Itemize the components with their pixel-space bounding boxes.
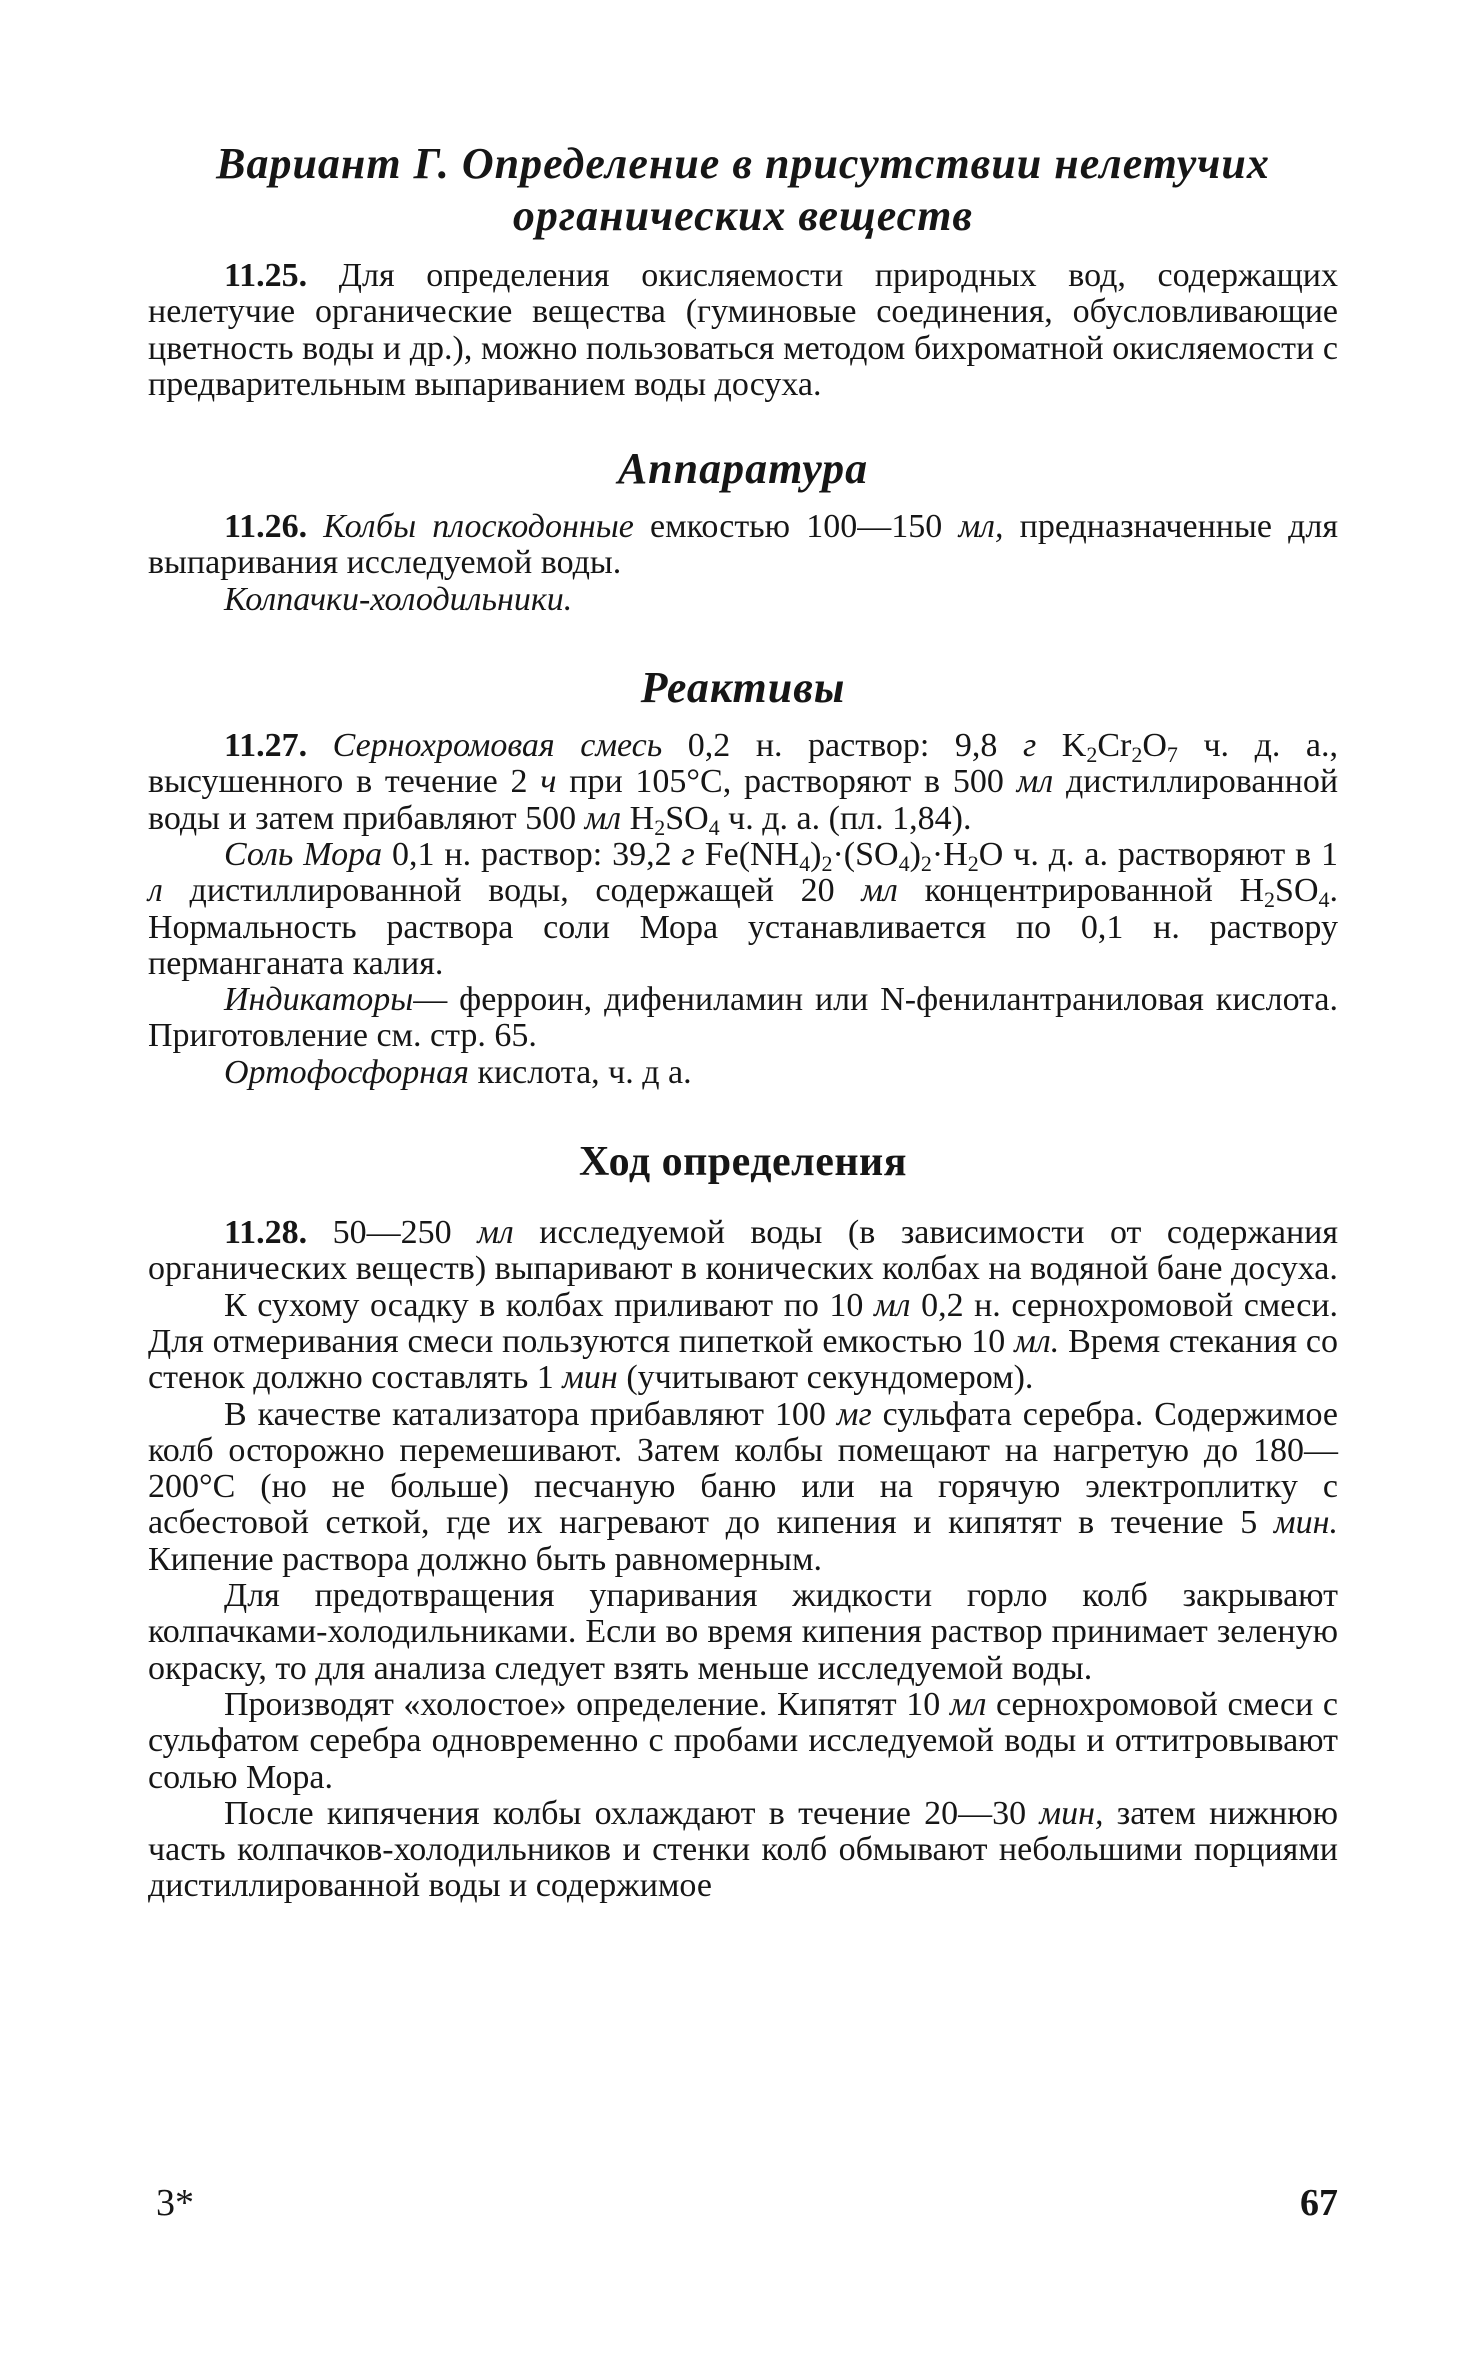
- text-fragment: ч. д. а. (пл. 1,84).: [728, 799, 972, 837]
- text-fragment: затем нижнюю часть колпачков-холодильников и стенки колб обмывают небольшими порциями дистиллированной воды и содержимое: [148, 1794, 1339, 1905]
- formula-sub: 2: [920, 850, 932, 876]
- apparatus-heading: Аппаратура: [617, 444, 869, 494]
- paragraph-orthophosphoric: [148, 1055, 1338, 1091]
- variant-heading: [148, 138, 1338, 242]
- procedure-heading: Ход определения: [579, 1139, 907, 1186]
- term-italic: Сернохромовая смесь: [332, 727, 663, 765]
- text-fragment: . Нормальность раствора соли Мора устанавливается по 0,1 н. раствору перманганата калия.: [148, 872, 1338, 982]
- paragraph-number: 11.26.: [224, 508, 308, 546]
- unit: г: [1022, 727, 1037, 765]
- paragraph-cooling: [148, 1796, 1338, 1905]
- text-fragment: сернохромовой смеси с сульфатом серебра одновременно с пробами исследуемой воды и оттитровывают солью Мора.: [148, 1685, 1339, 1796]
- unit: мин,: [1039, 1794, 1104, 1832]
- text-fragment: В качестве катализатора прибавляют 100: [224, 1395, 826, 1433]
- formula-sub: 2: [654, 814, 666, 840]
- formula-sub: 4: [1318, 887, 1330, 913]
- paragraph-evaporation: Для предотвращения упаривания жидкости горло колб закрывают колпачками-холодильниками. Если во время кипения раствор принимает зеленую окраску, то для анализа следует взять меньше исследуемой воды.: [148, 1577, 1338, 1687]
- paragraph-text: Для определения окисляемости природных вод, содержащих нелетучие органические вещества (гуминовые соединения, обусловливающие цветность воды и др.), можно пользоваться методом бихроматной окисляемости с предварительным выпариванием воды досуха.: [148, 257, 1339, 403]
- term-italic: Соль Мора: [224, 835, 383, 873]
- paragraph-11-25: [148, 258, 1338, 403]
- paragraph-11-28: [148, 1215, 1338, 1288]
- text-fragment: сульфата серебра. Содержимое колб осторожно перемешивают. Затем колбы помещают на нагретую до 180—200°С (но не больше) песчаную баню или на горячую электроплитку с асбестовой сеткой, где их нагревают до кипения и кипятят в течение 5: [148, 1395, 1338, 1542]
- formula-part: Cr: [1097, 727, 1132, 765]
- formula-sub: 2: [821, 850, 833, 876]
- reagents-heading: Реактивы: [640, 663, 846, 713]
- variant-heading-line2: органических веществ: [512, 191, 974, 240]
- unit: л: [148, 872, 163, 910]
- unit: мл: [477, 1214, 514, 1252]
- unit: г: [681, 835, 695, 873]
- unit: мин.: [1273, 1504, 1338, 1542]
- text-fragment: Кипение раствора должно быть равномерным.: [148, 1540, 822, 1578]
- formula-part: Fe(NH: [704, 835, 800, 873]
- page-number: 67: [1300, 2182, 1338, 2224]
- paragraph-dry-residue: [148, 1288, 1338, 1397]
- paragraph-blank: [148, 1687, 1338, 1796]
- signature-mark: 3*: [156, 2182, 194, 2224]
- formula-k2cr2o7: [1061, 727, 1178, 768]
- text-fragment: кислота, ч. д а.: [477, 1053, 692, 1091]
- text-fragment: дистиллированной воды, содержащей 20: [189, 872, 835, 910]
- formula-part: SO: [1275, 872, 1319, 910]
- unit: мл,: [958, 508, 1004, 546]
- text-fragment: Производят «холостое» определение. Кипятят 10: [224, 1685, 941, 1723]
- unit: ч: [540, 763, 557, 801]
- formula-mohr: [704, 835, 1004, 876]
- text-fragment: исследуемой воды (в зависимости от содержания органических веществ) выпаривают в конических колбах на водяной бане досуха.: [148, 1214, 1338, 1288]
- text-fragment: К сухому осадку в колбах приливают по 10: [224, 1286, 864, 1324]
- text-fragment: концентрированной H: [924, 872, 1265, 910]
- paragraph-mohr-salt: [148, 837, 1338, 982]
- paragraph-number: 11.25.: [224, 257, 308, 294]
- term-italic: Колбы плоскодонные: [323, 508, 634, 546]
- unit: мл: [873, 1286, 911, 1324]
- formula-sub: 2: [967, 850, 979, 876]
- page-footer: [148, 2178, 1338, 2228]
- formula-part: ): [810, 835, 822, 873]
- unit: мг: [836, 1395, 872, 1433]
- paragraph-11-27: [148, 727, 1339, 840]
- unit: мл: [949, 1685, 987, 1723]
- formula-h2so4: [629, 799, 720, 840]
- text-fragment: ч. д. а. растворяют в 1: [1013, 835, 1339, 873]
- text-fragment: емкостью 100—150: [649, 508, 943, 546]
- text-fragment: Время стекания со стенок должно составлять 1: [148, 1322, 1338, 1397]
- variant-heading-line1: Вариант Г. Определение в присутствии нелетучих: [216, 139, 1270, 188]
- unit: мл: [584, 799, 622, 837]
- formula-sub: 7: [1166, 742, 1178, 768]
- formula-part: ·H: [931, 835, 968, 873]
- term-italic: Индикаторы: [224, 981, 414, 1019]
- formula-sub: 4: [708, 814, 720, 840]
- paragraph-number: 11.27.: [224, 727, 308, 765]
- text-fragment: 50—250: [332, 1214, 452, 1252]
- formula-sub: 2: [1086, 742, 1098, 768]
- formula-part: O: [1142, 727, 1167, 765]
- text-fragment: ч. д. а., высушенного в течение 2: [148, 727, 1339, 801]
- formula-part: SO: [665, 799, 709, 837]
- formula-part: ·(SO: [832, 835, 899, 873]
- paragraph-number: 11.28.: [224, 1214, 308, 1252]
- text-fragment: 0,1 н. раствор: 39,2: [391, 835, 672, 873]
- formula-sub: 4: [898, 850, 910, 876]
- text-fragment: 0,2 н. раствор: 9,8: [687, 727, 998, 765]
- formula-part: ): [909, 835, 921, 873]
- unit: мл: [861, 872, 898, 910]
- text-fragment: дистиллированной воды и затем прибавляют 500: [148, 763, 1339, 837]
- unit: мл: [1016, 763, 1054, 801]
- book-page: [148, 138, 1338, 2318]
- term-italic: Колпачки-холодильники.: [224, 580, 573, 618]
- formula-part: O: [978, 835, 1004, 873]
- paragraph-caps: [148, 582, 1338, 618]
- formula-sub: 4: [799, 850, 811, 876]
- paragraph-indicators: [148, 982, 1338, 1055]
- unit: мин: [562, 1359, 618, 1397]
- unit: мл.: [1014, 1322, 1060, 1360]
- text-fragment: при 105°С, растворяют в 500: [569, 763, 1004, 801]
- text-fragment: (учитывают секундомером).: [626, 1359, 1034, 1397]
- text-fragment: — ферроин, дифениламин или N-фенилантраниловая кислота. Приготовление см. стр. 65.: [148, 981, 1338, 1055]
- paragraph-11-26: [148, 509, 1338, 582]
- text-fragment: После кипячения колбы охлаждают в течение 20—30: [224, 1794, 1027, 1832]
- term-italic: Ортофосфорная: [224, 1053, 469, 1091]
- formula-part: K: [1061, 727, 1087, 765]
- paragraph-catalyst: [148, 1397, 1338, 1578]
- text-fragment: предназначенные для выпаривания исследуемой воды.: [148, 508, 1339, 582]
- text-fragment: 0,2 н. сернохромовой смеси. Для отмеривания смеси пользуются пипеткой емкостью 10: [148, 1286, 1339, 1360]
- formula-sub: 2: [1131, 742, 1143, 768]
- formula-sub: 2: [1264, 887, 1276, 913]
- formula-part: H: [629, 799, 655, 837]
